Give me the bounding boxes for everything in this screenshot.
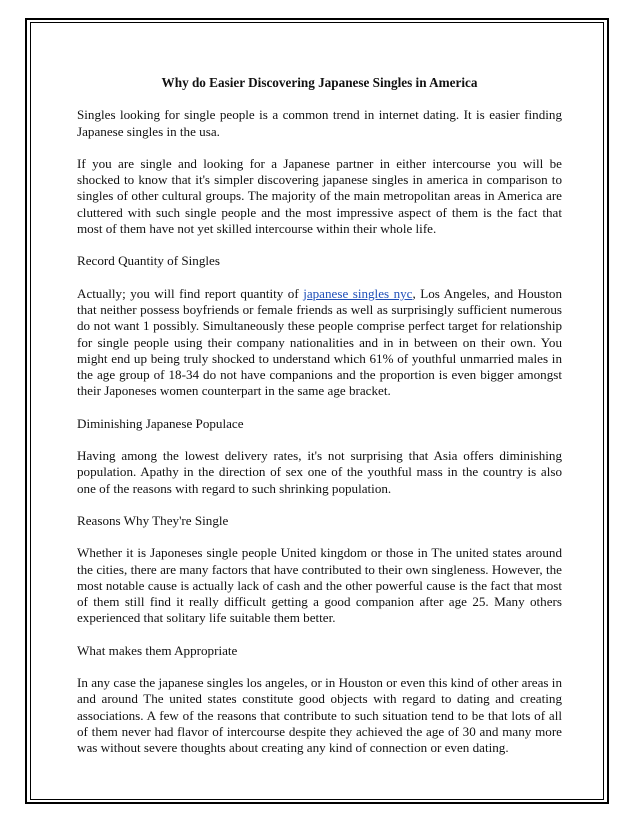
document-title: Why do Easier Discovering Japanese Singles in America [161, 75, 478, 90]
paragraph-reasons-single: Whether it is Japoneses single people United kingdom or those in The united states around the cities, there are many factors that have contributed to their own singleness. However, the most notable cause is actually lack of cash and the other powerful cause is the fact that most of them still find it really difficult getting a good companion after age 25. Many others experienced that solitary life suitable them better. [77, 545, 562, 626]
paragraph-shocked: If you are single and looking for a Japanese partner in either intercourse you will be shocked to know that it's simpler discovering japanese singles in america in comparison to singles of other cultural groups. The majority of the main metropolitan areas in America are cluttered with such single people and the most impressive aspect of them is the fact that most of them have not yet skilled intercourse within their whole life. [77, 155, 562, 237]
paragraph-text-after-link: , Los Angeles, and Houston that neither possess boyfriends or female friends as well as surprisingly sufficient numerous do not want 1 possibly. Simultaneously these people comprise perfect target for relationship for single people using their company nationalities and in in between on their own. You might end up being truly shocked to understand which 61% of youthful unmarried males in the age group of 18-34 do not have companions and the proportion is even bigger amongst their Japoneses women counterpart in the same age bracket. [77, 285, 563, 399]
heading-reasons-single: Reasons Why They're Single [77, 512, 229, 528]
heading-diminishing-populace: Diminishing Japanese Populace [77, 415, 244, 431]
heading-record-quantity: Record Quantity of Singles [77, 253, 220, 269]
paragraph-record-quantity [77, 286, 562, 400]
heading-what-makes-appropriate: What makes them Appropriate [77, 642, 238, 658]
japanese-singles-nyc-link[interactable]: japanese singles nyc [303, 285, 413, 301]
paragraph-what-makes-appropriate: In any case the japanese singles los angeles, or in Houston or even this kind of other areas in and around The united states constitute good objects with regard to dating and creating associations. A few of the reasons that contribute to such situation tend to be that lots of all of them never had flavor of intercourse despite they achieved the age of 30 and many more was without severe thoughts about creating any kind of connection or even dating. [77, 675, 562, 756]
paragraph-text-before-link: Actually; you will find report quantity of [77, 285, 304, 301]
document-body [77, 75, 562, 773]
paragraph-diminishing-populace: Having among the lowest delivery rates, it's not surprising that Asia offers diminishing population. Apathy in the direction of sex one of the youthful mass in the country is also one of the reasons with regard to such shrinking population. [77, 448, 562, 496]
paragraph-intro: Singles looking for single people is a common trend in internet dating. It is easier finding Japanese singles in the usa. [77, 107, 562, 139]
